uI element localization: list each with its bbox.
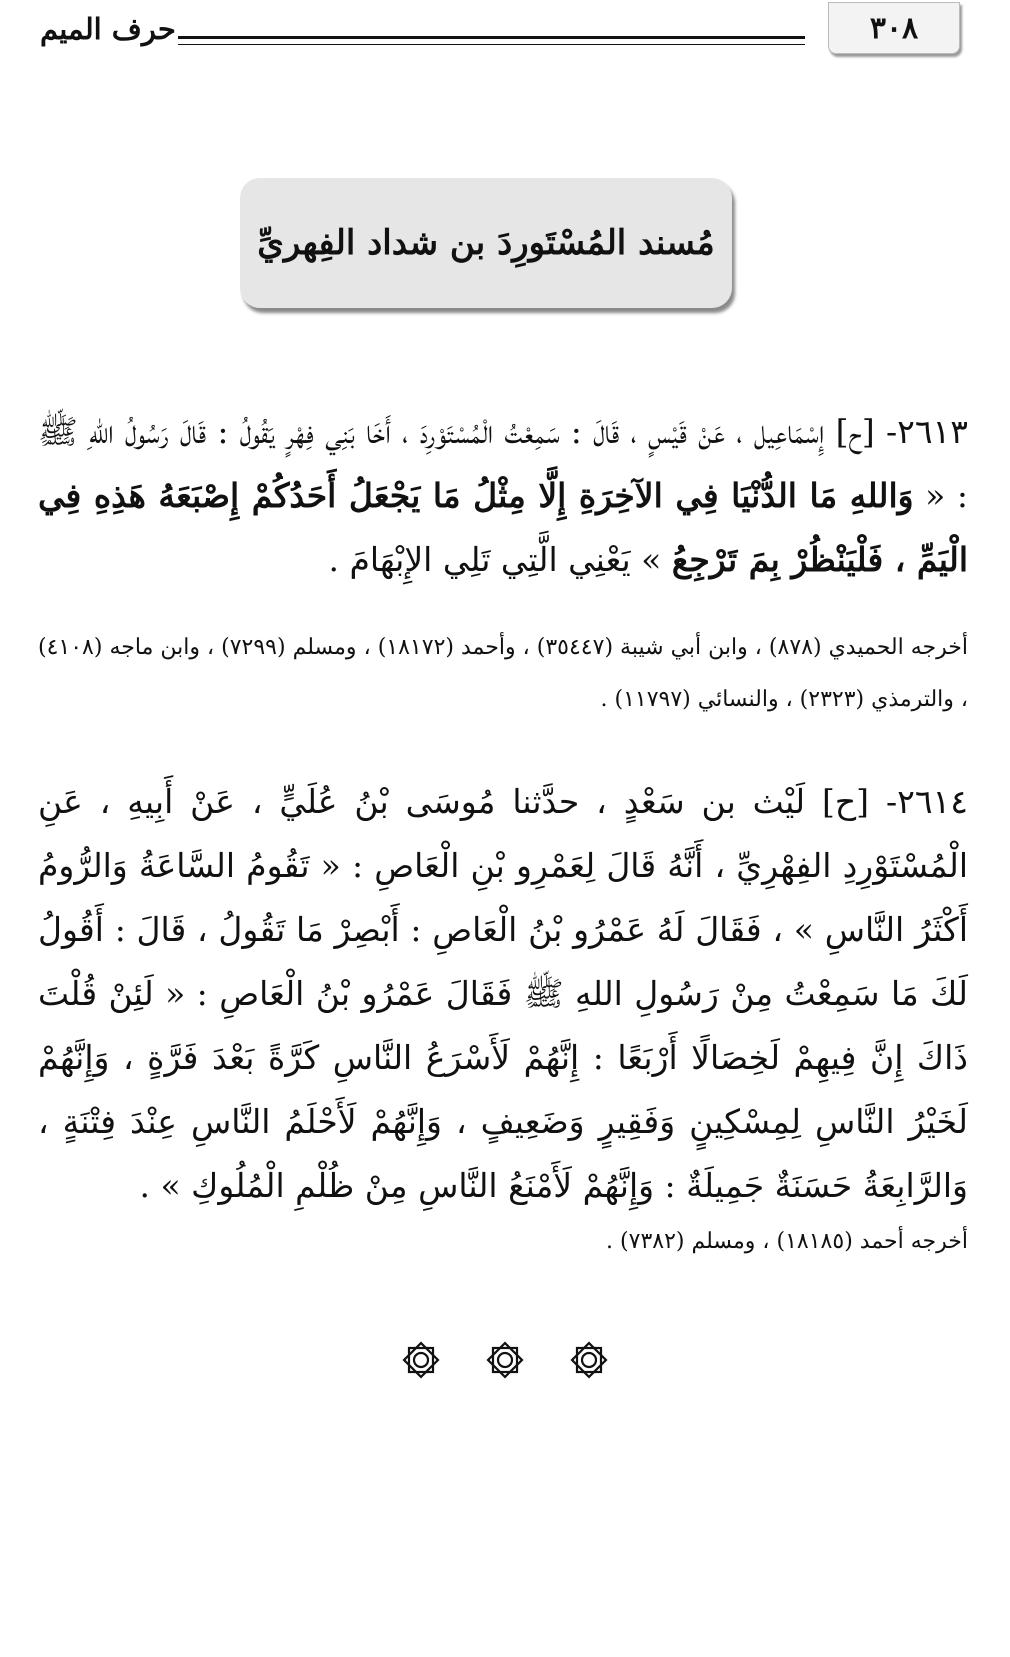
hadith-2613 (38, 400, 968, 592)
hadith-ending: » يَعْنِي الَّتِي تَلِي الإِبْهَامَ . (328, 540, 672, 579)
star-ornament-icon (485, 1340, 525, 1380)
star-ornament-icon (569, 1340, 609, 1380)
hadith-text (38, 770, 968, 1218)
takhrij-text: أخرجه أحمد (١٨١٨٥) ، ومسلم (٧٣٨٢) . (606, 1229, 968, 1254)
header-rule-thin (178, 44, 805, 45)
takhrij-2614 (38, 1216, 968, 1268)
page-header (0, 0, 1010, 70)
hadith-2614 (38, 770, 968, 1218)
running-title: حرف الميم (40, 12, 176, 46)
hadith-number: ٢٦١٤- (885, 782, 968, 821)
takhrij-2613 (38, 622, 968, 726)
takhrij-text: أخرجه الحميدي (٨٧٨) ، وابن أبي شيبة (٣٥٤٤٧) ، وأحمد (١٨١٧٢) ، ومسلم (٧٢٩٩) ، وابن ماجه (٤١٠٨) ، والترمذي (٢٣٢٣) ، والنسائي (١١٧٩٧) . (38, 635, 968, 712)
closing-ornaments (0, 1340, 1010, 1380)
hadith-body: [ح] لَيْث بن سَعْدٍ ، حدَّثنا مُوسَى بْنُ عُلَيٍّ ، عَنْ أَبِيهِ ، عَنِ الْمُسْتَوْرِدِ الفِهْرِيِّ ، أَنَّهُ قَالَ لِعَمْرِو بْنِ الْعَاصِ : « تَقُومُ السَّاعَةُ وَالرُّومُ أَكْثَرُ النَّاسِ » ، فَقَالَ لَهُ عَمْرُو بْنُ الْعَاصِ : أَبْصِرْ مَا تَقُولُ ، قَالَ : أَقُولُ لَكَ مَا سَمِعْتُ مِنْ رَسُولِ اللهِ ﷺ فَقَالَ عَمْرُو بْنُ الْعَاصِ : « لَئِنْ قُلْتَ ذَاكَ إِنَّ فِيهِمْ لَخِصَالًا أَرْبَعًا : إِنَّهُمْ لَأَسْرَعُ النَّاسِ كَرَّةً بَعْدَ فَرَّةٍ ، وَإِنَّهُمْ لَخَيْرُ النَّاسِ لِمِسْكِينٍ وَفَقِيرٍ وَضَعِيفٍ ، وَإِنَّهُمْ لَأَحْلَمُ النَّاسِ عِنْدَ فِتْنَةٍ ، وَالرَّابِعَةُ حَسَنَةٌ جَمِيلَةٌ : وَإِنَّهُمْ لَأَمْنَعُ النَّاسِ مِنْ ظُلْمِ الْمُلُوكِ » . (38, 782, 968, 1205)
hadith-isnad: [ح] إِسْمَاعِيل ، عَنْ قَيْسٍ ، قَالَ : سَمِعْتُ الْمُسْتَوْرِدَ ، أَخَا بَنِي فِهْرٍ يَقُولُ : قَالَ رَسُولُ اللهِ ﷺ : « (38, 412, 969, 515)
hadith-matn: وَاللهِ مَا الدُّنْيَا فِي الآخِرَةِ إِلَّا مِثْلُ مَا يَجْعَلُ أَحَدُكُمْ إِصْبَعَهُ هَذِهِ فِي الْيَمِّ ، فَلْيَنْظُرْ بِمَ تَرْجِعُ (38, 476, 968, 579)
header-rule-thick (178, 36, 805, 39)
section-title: مُسند المُسْتَورِدَ بن شداد الفِهريِّ (240, 178, 732, 308)
page-number: ٣٠٨ (828, 2, 960, 54)
star-ornament-icon (401, 1340, 441, 1380)
hadith-number: ٢٦١٣- (885, 412, 968, 451)
hadith-text (38, 400, 968, 592)
